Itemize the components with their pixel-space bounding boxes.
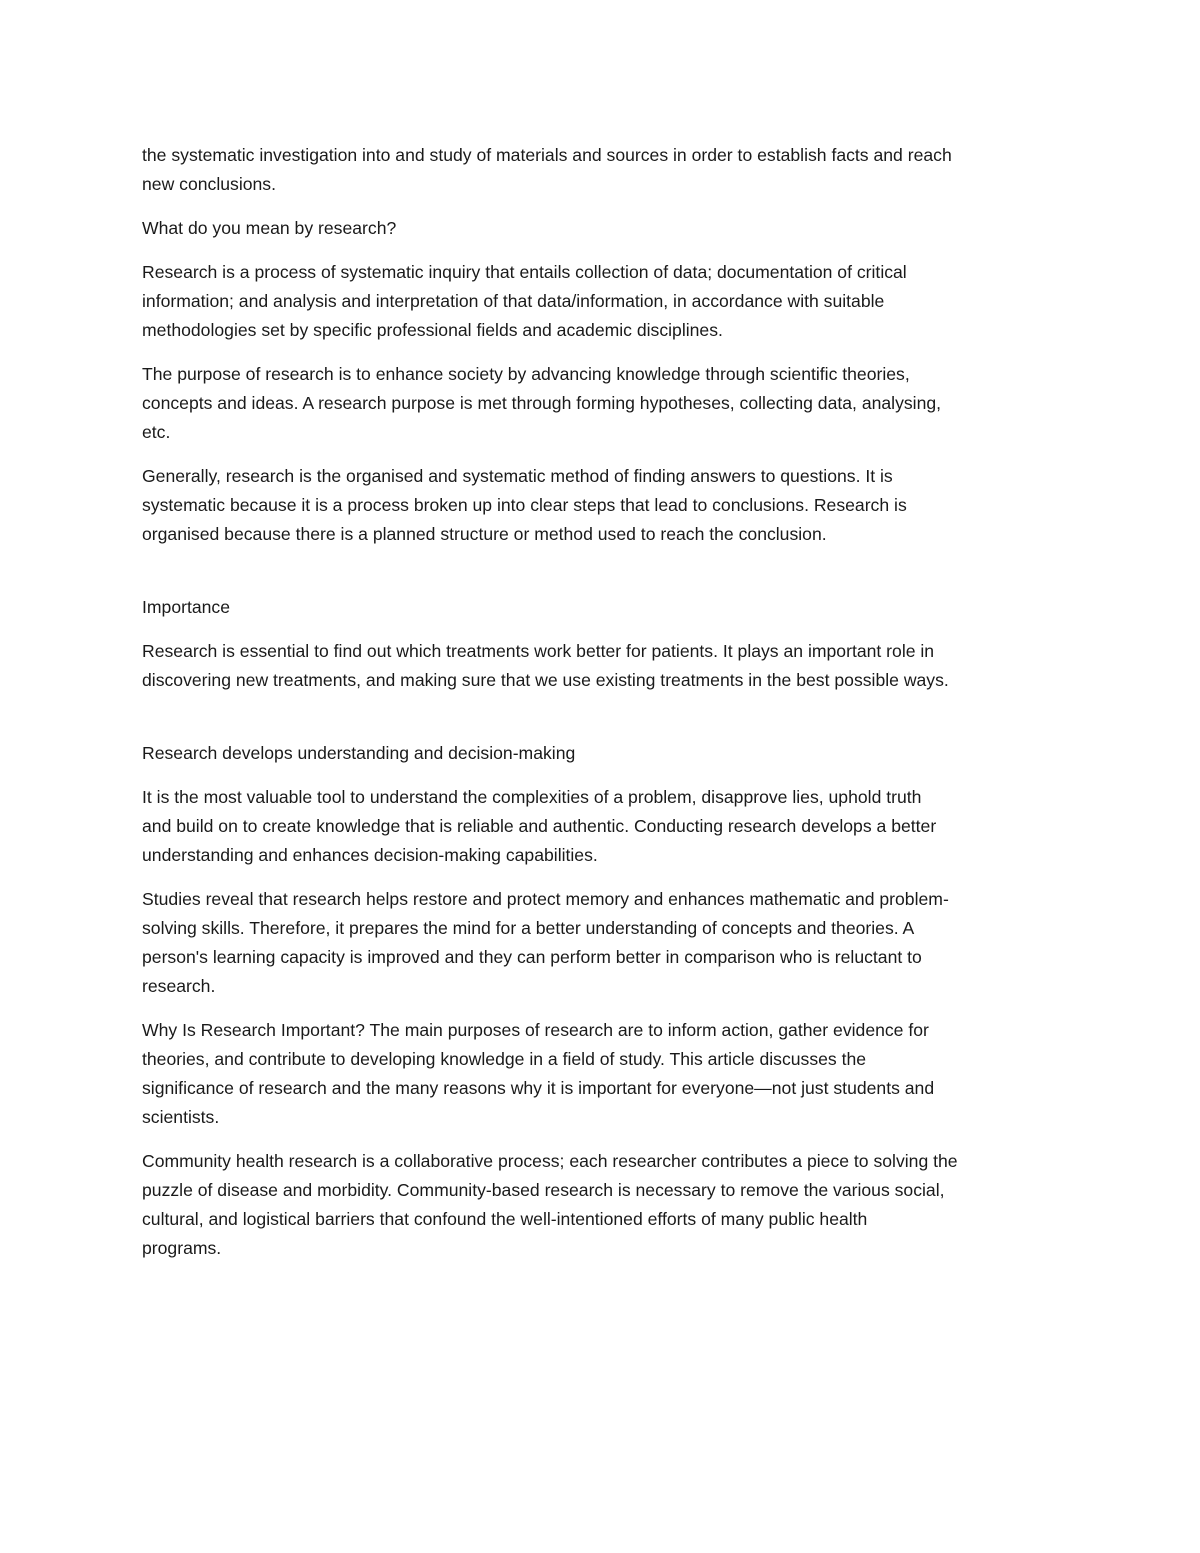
text-line: puzzle of disease and morbidity. Community-based research is necessary to remove the various social, [142, 1180, 945, 1200]
text-line: new conclusions. [142, 174, 276, 194]
text-line: Studies reveal that research helps restore and protect memory and enhances mathematic and problem- [142, 889, 949, 909]
text-line: Importance [142, 597, 231, 617]
paragraph-purpose [142, 360, 1057, 447]
paragraph-treatments [142, 637, 1057, 695]
text-line: systematic because it is a process broken up into clear steps that lead to conclusions. Research is [142, 495, 907, 515]
text-line: significance of research and the many reasons why it is important for everyone—not just students and [142, 1078, 935, 1098]
heading-understanding [142, 739, 1057, 768]
text-line: Generally, research is the organised and systematic method of finding answers to questions. It is [142, 466, 893, 486]
paragraph-why-important [142, 1016, 1057, 1132]
text-line: methodologies set by specific professional fields and academic disciplines. [142, 320, 723, 340]
text-line: understanding and enhances decision-making capabilities. [142, 845, 598, 865]
text-line: cultural, and logistical barriers that confound the well-intentioned efforts of many public health [142, 1209, 868, 1229]
text-line: solving skills. Therefore, it prepares the mind for a better understanding of concepts and theories. A [142, 918, 915, 938]
text-line: scientists. [142, 1107, 220, 1127]
text-line: etc. [142, 422, 171, 442]
text-line: person's learning capacity is improved and they can perform better in comparison who is reluctant to [142, 947, 922, 967]
heading-importance [142, 593, 1057, 622]
text-line: Why Is Research Important? The main purposes of research are to inform action, gather evidence for [142, 1020, 929, 1040]
text-line: information; and analysis and interpretation of that data/information, in accordance with suitable [142, 291, 885, 311]
paragraph-definition [142, 141, 1057, 199]
text-line: Community health research is a collaborative process; each researcher contributes a piece to solving the [142, 1151, 958, 1171]
text-line: Research develops understanding and decision-making [142, 743, 576, 763]
text-line: What do you mean by research? [142, 218, 397, 238]
text-line: discovering new treatments, and making sure that we use existing treatments in the best possible ways. [142, 670, 949, 690]
text-line: The purpose of research is to enhance society by advancing knowledge through scientific theories, [142, 364, 910, 384]
paragraph-process [142, 258, 1057, 345]
text-line: the systematic investigation into and study of materials and sources in order to establish facts and reach [142, 145, 952, 165]
paragraph-question [142, 214, 1057, 243]
document-body [142, 141, 1057, 1278]
paragraph-generally [142, 462, 1057, 549]
text-line: Research is essential to find out which treatments work better for patients. It plays an important role in [142, 641, 935, 661]
paragraph-community-health [142, 1147, 1057, 1263]
text-line: organised because there is a planned structure or method used to reach the conclusion. [142, 524, 827, 544]
text-line: programs. [142, 1238, 222, 1258]
text-line: concepts and ideas. A research purpose is met through forming hypotheses, collecting data, analysing, [142, 393, 942, 413]
text-line: theories, and contribute to developing knowledge in a field of study. This article discusses the [142, 1049, 867, 1069]
text-line: It is the most valuable tool to understand the complexities of a problem, disapprove lies, uphold truth [142, 787, 922, 807]
paragraph-valuable-tool [142, 783, 1057, 870]
text-line: and build on to create knowledge that is reliable and authentic. Conducting research develops a better [142, 816, 937, 836]
paragraph-studies [142, 885, 1057, 1001]
text-line: research. [142, 976, 216, 996]
text-line: Research is a process of systematic inquiry that entails collection of data; documentation of critical [142, 262, 907, 282]
